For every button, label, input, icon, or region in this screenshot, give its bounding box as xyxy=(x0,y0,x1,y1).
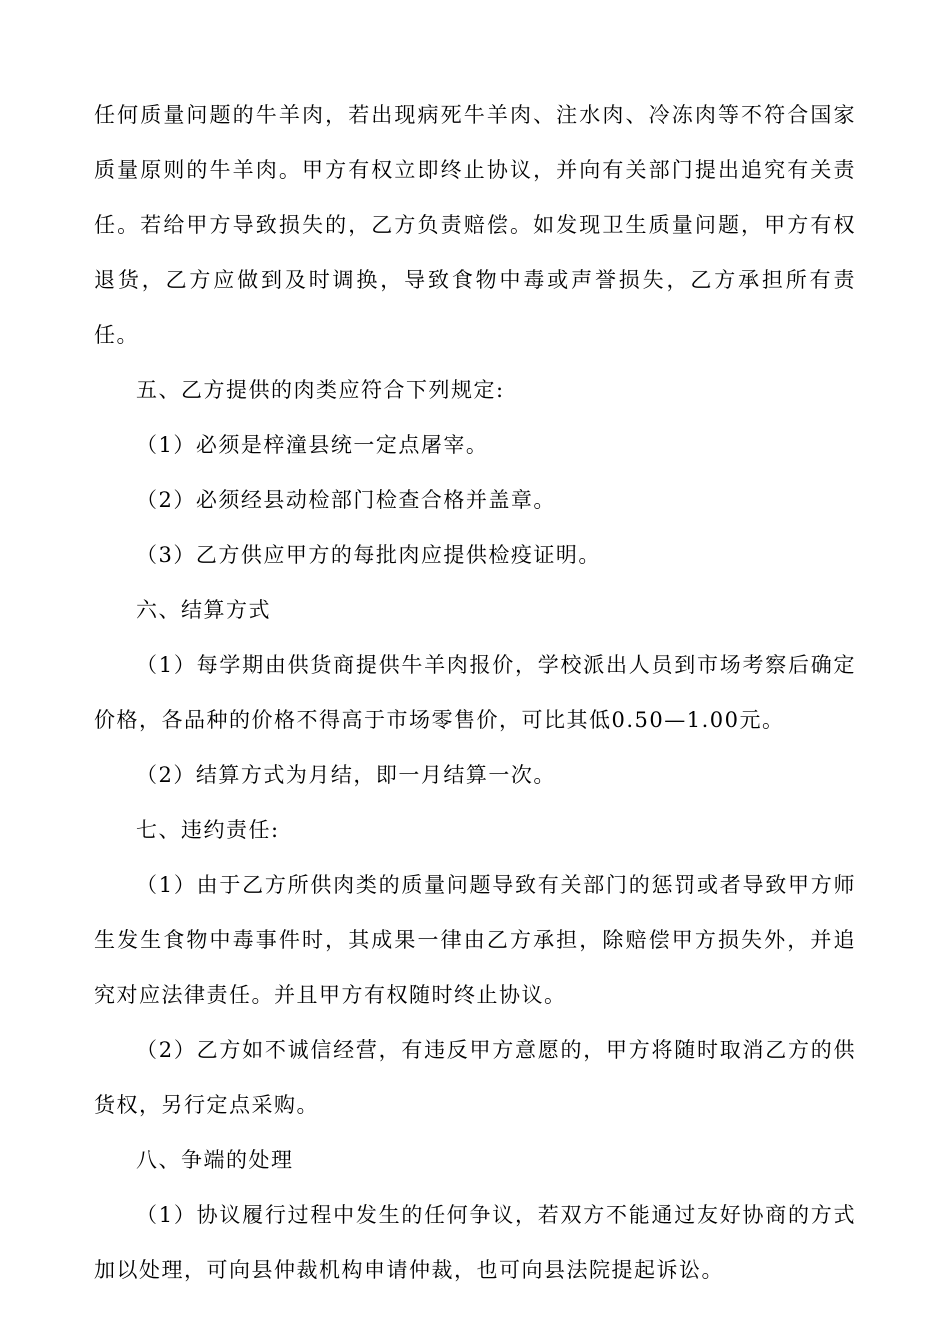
section-8-heading: 八、争端的处理 xyxy=(136,1148,294,1172)
section-7-item-1: （1）由于乙方所供肉类的质量问题导致有关部门的惩罚或者导致甲方师生发生食物中毒事件时，其成果一律由乙方承担，除赔偿甲方损失外，并追究对应法律责任。并且甲方有权随时终止协议。 xyxy=(94,873,856,1007)
section-7-heading: 七、违约责任: xyxy=(136,818,280,842)
section-6-item-1: （1）每学期由供货商提供牛羊肉报价，学校派出人员到市场考察后确定价格，各品种的价格不得高于市场零售价，可比其低0.50—1.00元。 xyxy=(94,653,856,732)
section-8-item-1: （1）协议履行过程中发生的任何争议，若双方不能通过友好协商的方式加以处理，可向县仲裁机构申请仲裁，也可向县法院提起诉讼。 xyxy=(94,1203,856,1282)
section-7-item-2: （2）乙方如不诚信经营，有违反甲方意愿的，甲方将随时取消乙方的供货权，另行定点采购。 xyxy=(94,1038,856,1117)
paragraph-continued-quality-clause: 任何质量问题的牛羊肉，若出现病死牛羊肉、注水肉、冷冻肉等不符合国家质量原则的牛羊肉。甲方有权立即终止协议，并向有关部门提出追究有关责任。若给甲方导致损失的，乙方负责赔偿。如发现卫生质量问题，甲方有权退货，乙方应做到及时调换，导致食物中毒或声誉损失，乙方承担所有责任。 xyxy=(94,103,856,347)
section-5-item-1: （1）必须是梓潼县统一定点屠宰。 xyxy=(136,433,489,457)
section-5-item-2: （2）必须经县动检部门检查合格并盖章。 xyxy=(136,488,556,512)
document-body xyxy=(94,88,856,1298)
section-5-heading: 五、乙方提供的肉类应符合下列规定: xyxy=(136,378,505,402)
section-5-item-3: （3）乙方供应甲方的每批肉应提供检疫证明。 xyxy=(136,543,601,567)
section-6-item-2: （2）结算方式为月结，即一月结算一次。 xyxy=(136,763,556,787)
section-6-heading: 六、结算方式 xyxy=(136,598,271,622)
